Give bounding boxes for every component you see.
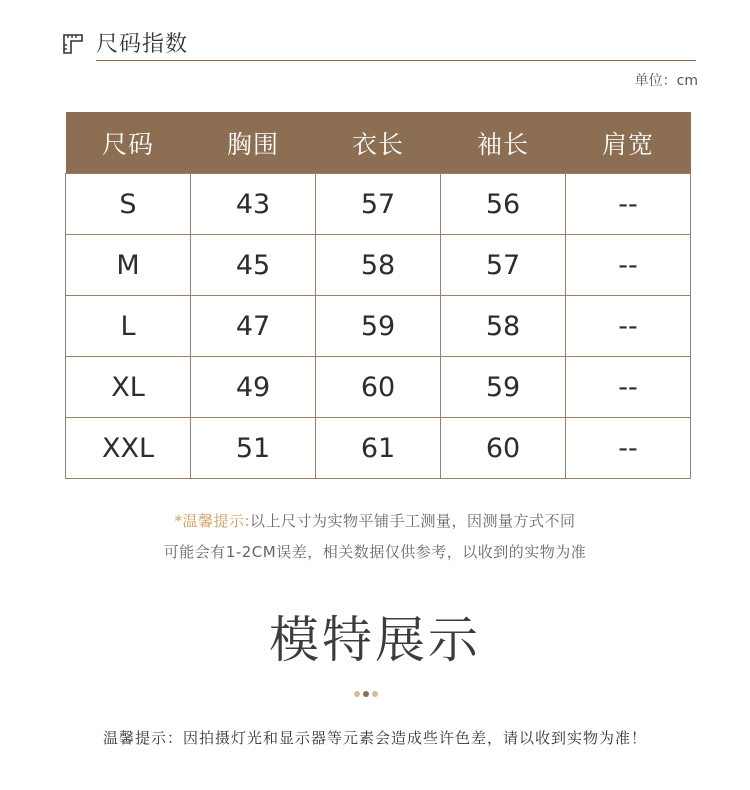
table-cell: 60 bbox=[316, 357, 441, 418]
table-cell: 57 bbox=[441, 235, 566, 296]
column-header: 胸围 bbox=[191, 112, 316, 174]
table-cell: 47 bbox=[191, 296, 316, 357]
table-row bbox=[66, 235, 691, 296]
model-section-title: 模特展示 bbox=[269, 611, 481, 669]
size-table bbox=[65, 112, 691, 479]
header-divider bbox=[96, 60, 696, 61]
table-cell: 59 bbox=[316, 296, 441, 357]
table-cell: -- bbox=[566, 174, 691, 235]
dot-icon bbox=[372, 691, 378, 697]
table-row bbox=[66, 357, 691, 418]
table-row bbox=[66, 174, 691, 235]
table-cell: -- bbox=[566, 357, 691, 418]
decorative-dots bbox=[354, 682, 394, 690]
note-prefix: *温馨提示: bbox=[174, 512, 251, 530]
table-cell: 56 bbox=[441, 174, 566, 235]
measurement-note-line2: 可能会有1-2CM误差，相关数据仅供参考，以收到的实物为准 bbox=[163, 543, 587, 561]
table-cell: M bbox=[66, 235, 191, 296]
column-header: 衣长 bbox=[316, 112, 441, 174]
table-cell: 61 bbox=[316, 418, 441, 479]
table-cell: 57 bbox=[316, 174, 441, 235]
table-cell: -- bbox=[566, 418, 691, 479]
table-cell: 59 bbox=[441, 357, 566, 418]
table-cell: 58 bbox=[441, 296, 566, 357]
table-cell: 60 bbox=[441, 418, 566, 479]
table-cell: 45 bbox=[191, 235, 316, 296]
section-title-size-chart: 尺码指数 bbox=[96, 32, 189, 57]
color-difference-notice: 温馨提示：因拍摄灯光和显示器等元素会造成些许色差，请以收到实物为准！ bbox=[102, 729, 647, 747]
table-row bbox=[66, 418, 691, 479]
table-cell: -- bbox=[566, 296, 691, 357]
table-cell: S bbox=[66, 174, 191, 235]
dot-icon bbox=[363, 691, 369, 697]
note-text: 以上尺寸为实物平铺手工测量，因测量方式不同 bbox=[250, 512, 576, 530]
table-row bbox=[66, 296, 691, 357]
table-cell: 43 bbox=[191, 174, 316, 235]
table-header-row bbox=[66, 112, 691, 174]
table-cell: L bbox=[66, 296, 191, 357]
measurement-note-line1 bbox=[0, 510, 750, 531]
table-cell: 58 bbox=[316, 235, 441, 296]
table-cell: -- bbox=[566, 235, 691, 296]
column-header: 尺码 bbox=[66, 112, 191, 174]
table-cell: XL bbox=[66, 357, 191, 418]
unit-label: 单位：cm bbox=[634, 73, 698, 89]
table-cell: 49 bbox=[191, 357, 316, 418]
dot-icon bbox=[354, 691, 360, 697]
table-cell: 51 bbox=[191, 418, 316, 479]
column-header: 肩宽 bbox=[566, 112, 691, 174]
ruler-icon bbox=[62, 33, 84, 55]
table-cell: XXL bbox=[66, 418, 191, 479]
column-header: 袖长 bbox=[441, 112, 566, 174]
